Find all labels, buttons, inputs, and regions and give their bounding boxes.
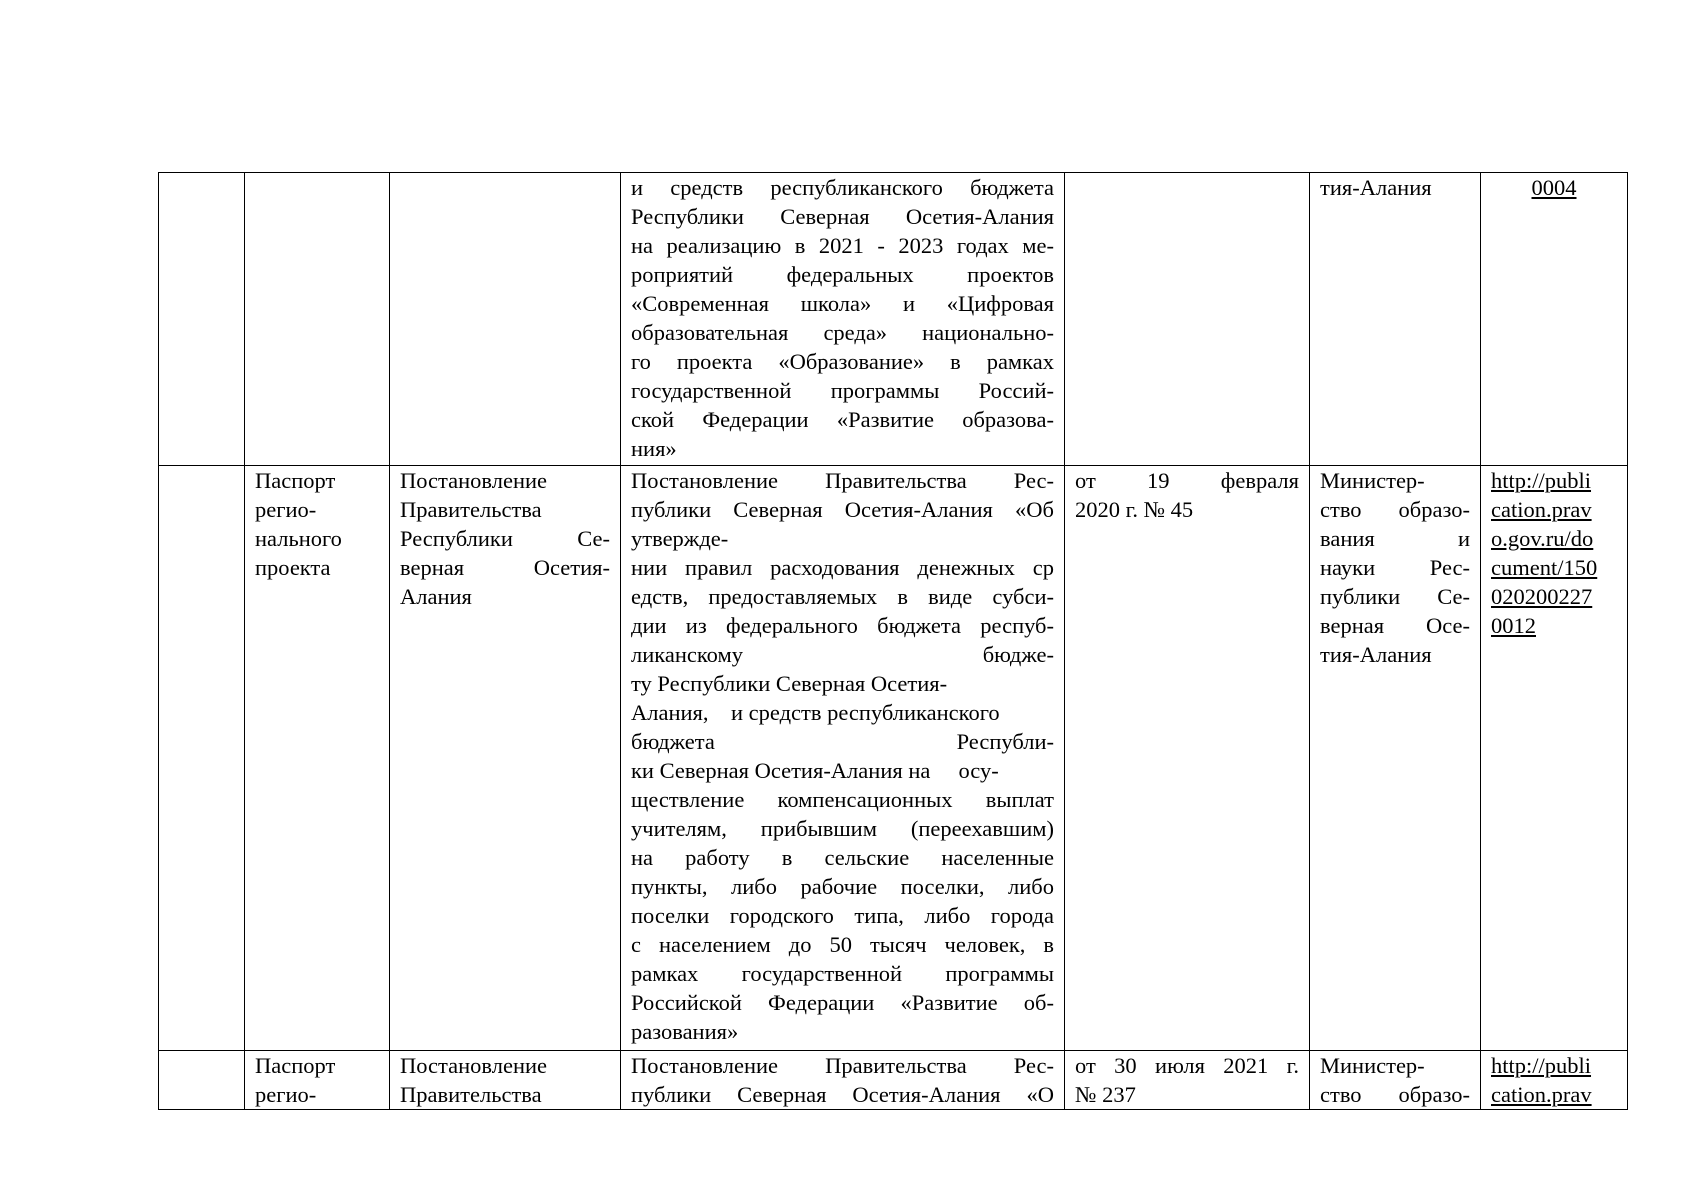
- act-type-line: Постановление: [400, 468, 548, 493]
- date-cell: [1065, 466, 1310, 1051]
- doc-type-line: нального: [255, 526, 342, 551]
- date-cell: [1065, 1051, 1310, 1110]
- text-line: едств, предоставляемых в виде субси-: [631, 584, 1054, 609]
- act-type-cell: [390, 173, 621, 466]
- document-link[interactable]: cation.prav: [1491, 1082, 1592, 1107]
- text-line: рамках государственной программы: [631, 961, 1054, 986]
- text-line: и средств республиканского бюджета: [631, 175, 1054, 200]
- doc-type-cell: [245, 173, 390, 466]
- document-link[interactable]: o.gov.ru/do: [1491, 526, 1594, 551]
- org-line: тия-Алания: [1320, 175, 1432, 200]
- act-type-line: Постановление: [400, 1053, 548, 1078]
- document-link[interactable]: 0004: [1531, 175, 1577, 200]
- text-line: Алания, и средств республиканского: [631, 700, 1000, 725]
- date-line: 2020 г. № 45: [1075, 497, 1194, 522]
- act-text-cell: [621, 173, 1065, 466]
- link-cell: [1481, 466, 1628, 1051]
- act-type-cell: [390, 1051, 621, 1110]
- act-type-line: Алания: [400, 584, 472, 609]
- document-link[interactable]: cument/150: [1491, 555, 1598, 580]
- registry-table: [158, 172, 1628, 1110]
- number-cell: [159, 466, 245, 1051]
- text-line: ской Федерации «Развитие образова-: [631, 407, 1054, 432]
- text-line: публики Северная Осетия-Алания «Об: [631, 497, 1054, 522]
- act-type-line: Республики Се-: [400, 526, 610, 551]
- date-line: от 30 июля 2021 г.: [1075, 1053, 1299, 1078]
- text-line: ки Северная Осетия-Алания на осу-: [631, 758, 999, 783]
- date-line: № 237: [1075, 1082, 1136, 1107]
- org-line: вания и: [1320, 526, 1470, 551]
- org-line: публики Се-: [1320, 584, 1470, 609]
- org-line: Министер-: [1320, 468, 1425, 493]
- org-line: ство образо-: [1320, 497, 1470, 522]
- document-link[interactable]: cation.prav: [1491, 497, 1592, 522]
- text-line: ту Республики Северная Осетия-: [631, 671, 948, 696]
- text-line: публики Северная Осетия-Алания «О: [631, 1082, 1054, 1107]
- text-line: на работу в сельские населенные: [631, 845, 1054, 870]
- org-cell: [1310, 1051, 1481, 1110]
- document-link[interactable]: http://publi: [1491, 468, 1592, 493]
- act-text-cell: [621, 1051, 1065, 1110]
- number-cell: [159, 173, 245, 466]
- text-line: нии правил расходования денежных ср: [631, 555, 1054, 580]
- org-line: тия-Алания: [1320, 642, 1432, 667]
- org-line: науки Рес-: [1320, 555, 1470, 580]
- text-line: на реализацию в 2021 - 2023 годах ме-: [631, 233, 1054, 258]
- number-cell: [159, 1051, 245, 1110]
- text-line: ществление компенсационных выплат: [631, 787, 1054, 812]
- org-line: Министер-: [1320, 1053, 1425, 1078]
- doc-type-line: проекта: [255, 555, 331, 580]
- link-cell: [1481, 1051, 1628, 1110]
- act-type-cell: [390, 466, 621, 1051]
- doc-type-cell: [245, 466, 390, 1051]
- document-link[interactable]: http://publi: [1491, 1053, 1592, 1078]
- document-link[interactable]: 020200227: [1491, 584, 1593, 609]
- table-row: [159, 173, 1628, 466]
- doc-type-cell: [245, 1051, 390, 1110]
- doc-type-line: Паспорт: [255, 1053, 336, 1078]
- text-line: роприятий федеральных проектов: [631, 262, 1054, 287]
- text-line: ликанскому бюдже-: [631, 642, 1054, 667]
- text-line: ния»: [631, 436, 677, 461]
- text-line: го проекта «Образование» в рамках: [631, 349, 1054, 374]
- text-line: государственной программы Россий-: [631, 378, 1054, 403]
- text-line: Постановление Правительства Рес-: [631, 1053, 1054, 1078]
- text-line: пункты, либо рабочие поселки, либо: [631, 874, 1054, 899]
- text-line: Республики Северная Осетия-Алания: [631, 204, 1054, 229]
- doc-type-line: Паспорт: [255, 468, 336, 493]
- org-line: верная Осе-: [1320, 613, 1470, 638]
- text-line: утвержде-: [631, 526, 729, 551]
- act-type-line: Правительства: [400, 497, 542, 522]
- text-line: с населением до 50 тысяч человек, в: [631, 932, 1054, 957]
- table-row: [159, 1051, 1628, 1110]
- text-line: дии из федерального бюджета респуб-: [631, 613, 1054, 638]
- doc-type-line: регио-: [255, 497, 317, 522]
- act-type-line: Правительства: [400, 1082, 542, 1107]
- date-cell: [1065, 173, 1310, 466]
- link-cell: [1481, 173, 1628, 466]
- act-text-cell: [621, 466, 1065, 1051]
- text-line: Российской Федерации «Развитие об-: [631, 990, 1054, 1015]
- org-line: ство образо-: [1320, 1082, 1470, 1107]
- table-row: [159, 466, 1628, 1051]
- org-cell: [1310, 466, 1481, 1051]
- text-line: поселки городского типа, либо города: [631, 903, 1054, 928]
- document-link[interactable]: 0012: [1491, 613, 1536, 638]
- text-line: образовательная среда» национально-: [631, 320, 1054, 345]
- text-line: бюджета Республи-: [631, 729, 1054, 754]
- text-line: «Современная школа» и «Цифровая: [631, 291, 1054, 316]
- text-line: разования»: [631, 1019, 739, 1044]
- org-cell: [1310, 173, 1481, 466]
- text-line: учителям, прибывшим (переехавшим): [631, 816, 1054, 841]
- date-line: от 19 февраля: [1075, 468, 1299, 493]
- text-line: Постановление Правительства Рес-: [631, 468, 1054, 493]
- act-type-line: верная Осетия-: [400, 555, 610, 580]
- doc-type-line: регио-: [255, 1082, 317, 1107]
